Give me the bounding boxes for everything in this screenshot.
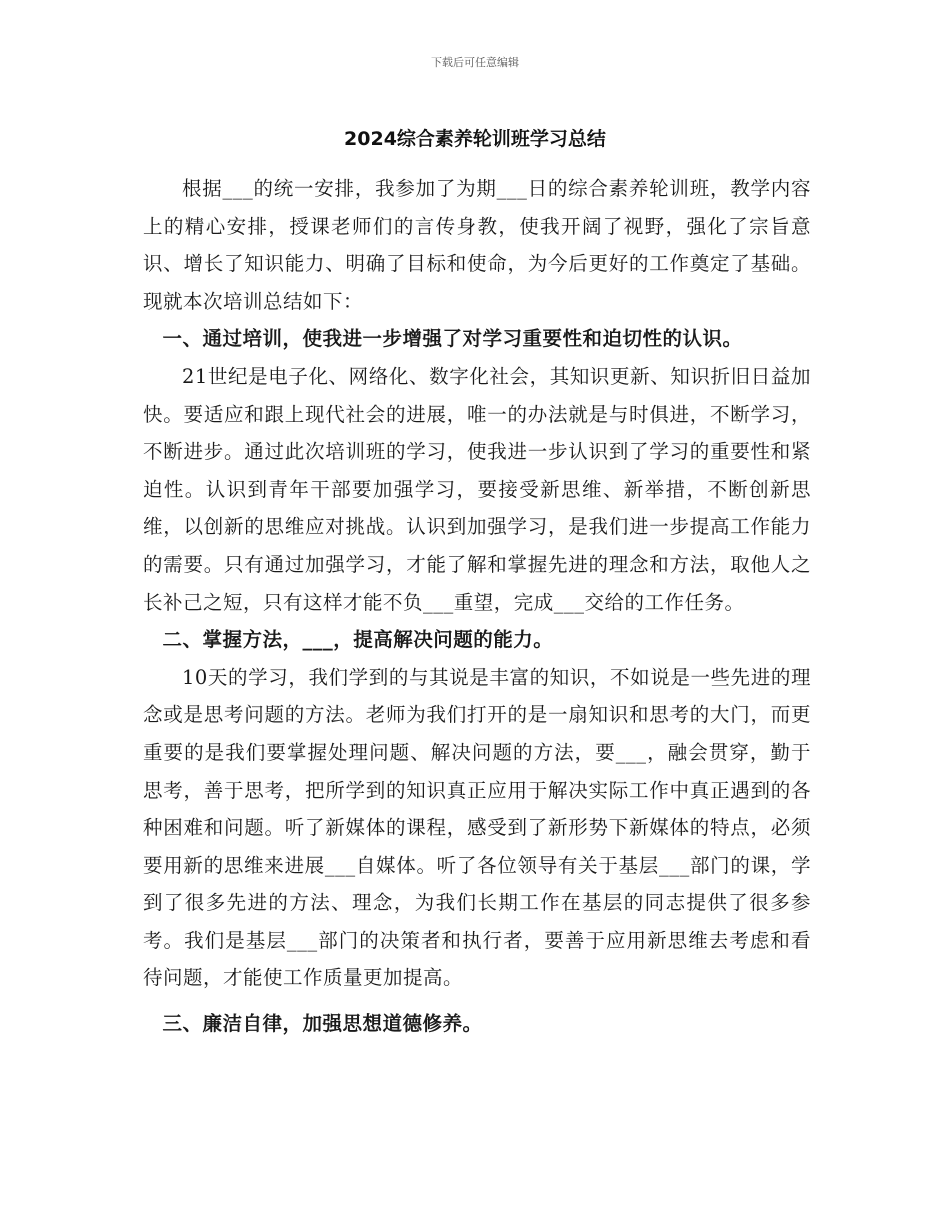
section-heading-1: 一、通过培训，使我进一步增强了对学习重要性和迫切性的认识。 [162,327,743,351]
intro-paragraph: 根据___的统一安排，我参加了为期___日的综合素养轮训班，教学内容上的精心安排，授课老师们的言传身教，使我开阔了视野，强化了宗旨意识、增长了知识能力、明确了目标和使命，为今后更好的工作奠定了基础。现就本次培训总结如下： [143,177,811,313]
document-body [143,170,811,1043]
section-heading-3: 三、廉洁自律，加强思想道德修养。 [162,1012,483,1036]
section-1-paragraph: 21世纪是电子化、网络化、数字化社会，其知识更新、知识折旧日益加快。要适应和跟上现代社会的进展，唯一的办法就是与时俱进，不断学习，不断进步。通过此次培训班的学习，使我进一步认识到了学习的重要性和紧迫性。认识到青年干部要加强学习，要接受新思维、新举措，不断创新思维，以创新的思维应对挑战。认识到加强学习，是我们进一步提高工作能力的需要。只有通过加强学习，才能了解和掌握先进的理念和方法，取他人之长补己之短，只有这样才能不负___重望，完成___交给的工作任务。 [143,364,811,614]
section-heading-2: 二、掌握方法，___，提高解决问题的能力。 [162,628,554,652]
section-2-paragraph: 10天的学习，我们学到的与其说是丰富的知识，不如说是一些先进的理念或是思考问题的方法。老师为我们打开的是一扇知识和思考的大门，而更重要的是我们要掌握处理问题、解决问题的方法，要___，融会贯穿，勤于思考，善于思考，把所学到的知识真正应用于解决实际工作中真正遇到的各种困难和问题。听了新媒体的课程，感受到了新形势下新媒体的特点，必须要用新的思维来进展___自媒体。听了各位领导有关于基层___部门的课，学到了很多先进的方法、理念，为我们长期工作在基层的同志提供了很多参考。我们是基层___部门的决策者和执行者，要善于应用新思维去考虑和看待问题，才能使工作质量更加提高。 [143,665,811,990]
document-title: 2024综合素养轮训班学习总结 [344,128,606,150]
header-note: 下载后可任意编辑 [431,56,519,69]
